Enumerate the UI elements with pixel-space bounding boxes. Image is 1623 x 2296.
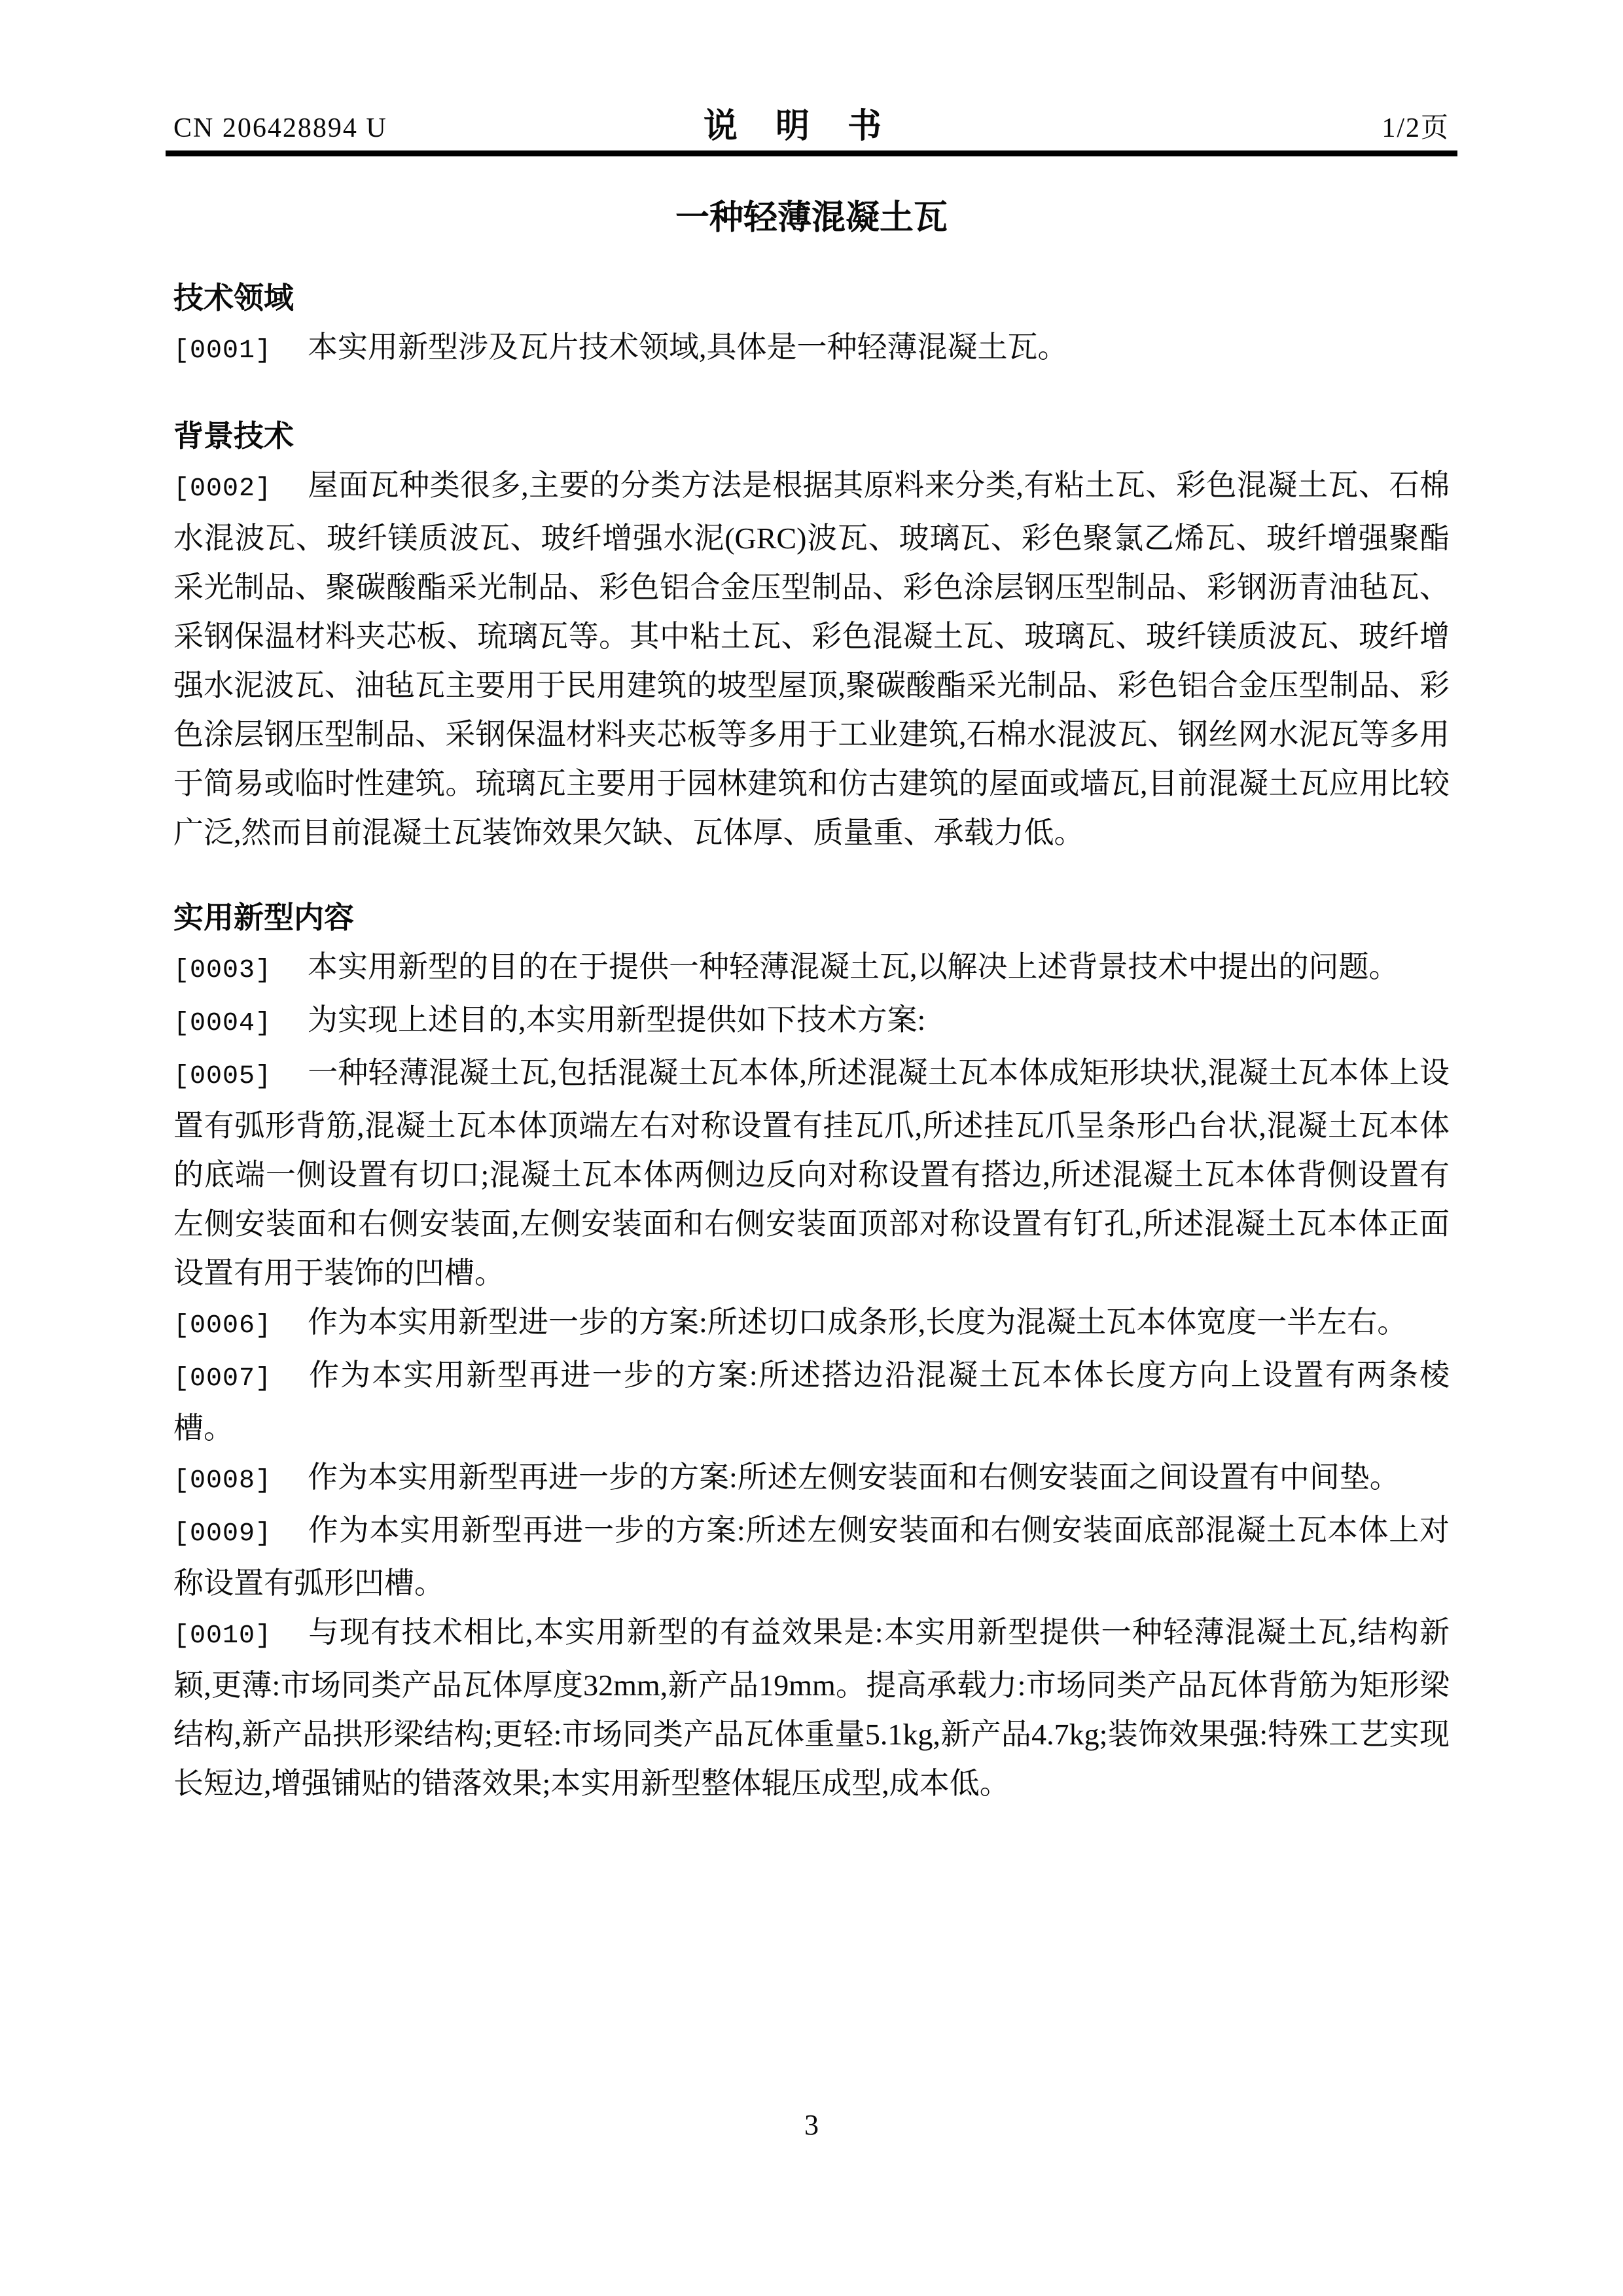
paragraph [173,1048,1450,1298]
page-header [173,106,1450,143]
section-background-art [173,412,1450,857]
paragraph [173,1351,1450,1453]
paragraph-number: [0001] [173,336,272,366]
paragraph [173,461,1450,857]
header-doc-type: 说明书 [703,107,920,145]
paragraph [173,942,1450,995]
document-title: 一种轻薄混凝土瓦 [675,199,948,237]
paragraph-number: [0004] [173,1009,272,1038]
paragraph-text: 本实用新型涉及瓦片技术领域,具体是一种轻薄混凝土瓦。 [308,330,1068,364]
paragraph [173,1453,1450,1506]
paragraph-text: 与现有技术相比,本实用新型的有益效果是:本实用新型提供一种轻薄混凝土瓦,结构新颖,更薄:市场同类产品瓦体厚度32mm,新产品19mm。提高承载力:市场同类产品瓦体背筋为矩形梁结构,新产品拱形梁结构;更轻:市场同类产品瓦体重量5.1kg,新产品4.7kg;装饰效果强:特殊工艺实现长短边,增强铺贴的错落效果;本实用新型整体辊压成型,成本低。 [173,1616,1450,1800]
section-heading: 技术领域 [173,281,294,315]
paragraph-number: [0009] [173,1519,272,1549]
paragraph-text: 作为本实用新型再进一步的方案:所述搭边沿混凝土瓦本体长度方向上设置有两条棱槽。 [173,1358,1450,1445]
paragraph-number: [0002] [173,474,272,504]
paragraph [173,1506,1450,1608]
paragraph [173,1608,1450,1808]
section-technical-field [173,274,1450,376]
header-rule [166,150,1457,156]
section-heading: 实用新型内容 [173,900,354,934]
header-doc-number: CN 206428894 U [173,113,387,143]
section-utility-model-content [173,893,1450,1808]
paragraph-text: 为实现上述目的,本实用新型提供如下技术方案: [308,1003,926,1036]
paragraph [173,323,1450,376]
section-heading: 背景技术 [173,419,294,453]
page-number: 3 [804,2109,819,2141]
paragraph-number: [0007] [173,1364,272,1394]
paragraph-text: 屋面瓦种类很多,主要的分类方法是根据其原料来分类,有粘土瓦、彩色混凝土瓦、石棉水混波瓦、玻纤镁质波瓦、玻纤增强水泥(GRC)波瓦、玻璃瓦、彩色聚氯乙烯瓦、玻纤增强聚酯采光制品、聚碳酸酯采光制品、彩色铝合金压型制品、彩色涂层钢压型制品、彩钢沥青油毡瓦、采钢保温材料夹芯板、琉璃瓦等。其中粘土瓦、彩色混凝土瓦、玻璃瓦、玻纤镁质波瓦、玻纤增强水泥波瓦、油毡瓦主要用于民用建筑的坡型屋顶,聚碳酸酯采光制品、彩色铝合金压型制品、彩色涂层钢压型制品、采钢保温材料夹芯板等多用于工业建筑,石棉水混波瓦、钢丝网水泥瓦等多用于简易或临时性建筑。琉璃瓦主要用于园林建筑和仿古建筑的屋面或墙瓦,目前混凝土瓦应用比较广泛,然而目前混凝土瓦装饰效果欠缺、瓦体厚、质量重、承载力低。 [173,468,1450,849]
paragraph [173,995,1450,1048]
paragraph-number: [0006] [173,1311,272,1341]
paragraph-text: 作为本实用新型再进一步的方案:所述左侧安装面和右侧安装面底部混凝土瓦本体上对称设置有弧形凹槽。 [173,1513,1450,1600]
paragraph-number: [0008] [173,1466,272,1496]
paragraph-number: [0005] [173,1062,272,1091]
paragraph-text: 作为本实用新型进一步的方案:所述切口成条形,长度为混凝土瓦本体宽度一半左右。 [308,1305,1408,1339]
paragraph-text: 作为本实用新型再进一步的方案:所述左侧安装面和右侧安装面之间设置有中间垫。 [308,1460,1400,1494]
paragraph-number: [0010] [173,1621,272,1651]
paragraph-text: 本实用新型的目的在于提供一种轻薄混凝土瓦,以解决上述背景技术中提出的问题。 [308,950,1399,983]
paragraph-number: [0003] [173,956,272,985]
paragraph [173,1298,1450,1351]
header-page-indicator: 1/2页 [1382,113,1450,143]
paragraph-text: 一种轻薄混凝土瓦,包括混凝土瓦本体,所述混凝土瓦本体成矩形块状,混凝土瓦本体上设置有弧形背筋,混凝土瓦本体顶端左右对称设置有挂瓦爪,所述挂瓦爪呈条形凸台状,混凝土瓦本体的底端一侧设置有切口;混凝土瓦本体两侧边反向对称设置有搭边,所述混凝土瓦本体背侧设置有左侧安装面和右侧安装面,左侧安装面和右侧安装面顶部对称设置有钉孔,所述混凝土瓦本体正面设置有用于装饰的凹槽。 [173,1056,1450,1290]
